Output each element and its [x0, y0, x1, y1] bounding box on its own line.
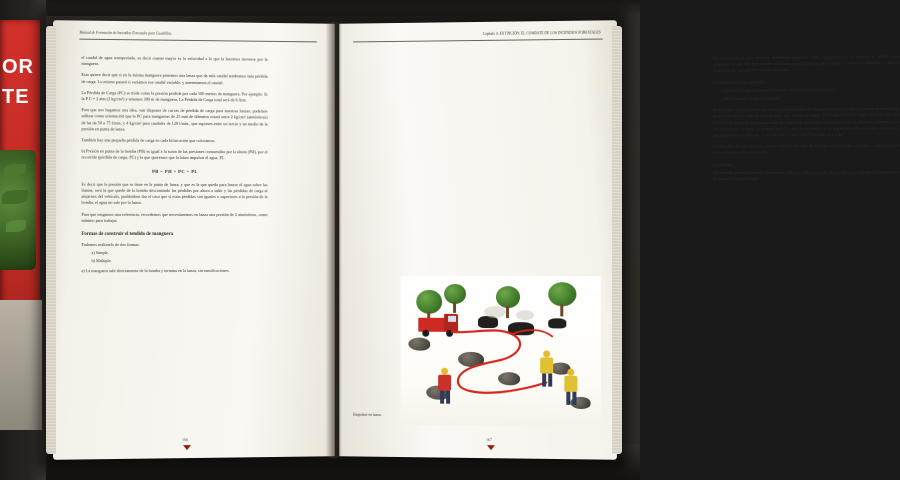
- hose-line-icon: [400, 276, 600, 428]
- paragraph: La ampliación se puede hacer:: [712, 78, 766, 85]
- right-page-folio: 167: [485, 437, 492, 443]
- open-book: [38, 8, 900, 472]
- paragraph: En el primer caso, tenemos que transportar los tramos de manguera hasta la punta de lanza y en el segundo es preciso mover todo el tendido para que avance la lanza. Pero tanto en uno como en otro, una vez acercado el tramo de manguera, antes de conectarlo al tendido es necesario que lo dejemos preparado para que al moverse la lanza, al avanzar por el frente del incendio, no se enganche en las piedras o matorrales, impidiendo su movimiento, y dificultando la labor del "Operador de Lanza".: [712, 106, 900, 138]
- paragraph: La elección de una forma u otra es función del tipo de terreno, combustible, cantidad y capacidad del personal para realizar el tendido.: [712, 142, 900, 156]
- left-green-foliage: [0, 150, 36, 270]
- options-list: [92, 250, 268, 264]
- paragraph: Del tendido principal pueden disponerse todas las ramificaciones necesarias para acelerar las operaciones de control y apagado final.: [712, 169, 900, 182]
- paragraph: También hay una pequeña pérdida de carga en cada bifurcación que colocamos.: [81, 137, 216, 144]
- book-left-page: [53, 20, 335, 460]
- right-page-edges: [612, 26, 622, 454]
- leaf-icon: [4, 164, 26, 176]
- left-red-book-text-1: OR: [2, 56, 34, 78]
- right-page-running-head: Capítulo 4. EXTINCIÓN: EL COMBATE DE LOS INCENDIOS FORESTALES: [482, 30, 601, 36]
- paragraph: Para que tengamos una referencia, recordemos que necesitaremos en lanza una presión de 2 atmósferas, como mínimo para trabajar.: [81, 211, 268, 223]
- right-page-head-rule: [353, 39, 603, 43]
- paragraph: Para que nos hagamos una idea, van disponer de curvas de pérdida de carga para nuestras lanzas, podemos utilizar como orientación que la PC para mangueras de 25 mm de diámetro estará entre 2 kg/cm² (atmósferas) de las de 50 a 75 l/min, y 4 kg/cm² para caudales de 120 l/min., que suponen entre un tercio y un medio de la presión en punta de lanza.: [81, 107, 268, 132]
- figure-caption: Empalme en lanza.: [353, 412, 382, 418]
- book-gutter: [326, 22, 342, 458]
- paragraph: el caudal de agua transportada, es decir cuanto mayor es la velocidad a la que la hacemos moverse por la manguera.: [81, 54, 268, 67]
- book-right-page: [339, 20, 900, 460]
- dash-item: – A partir del último tramo del tendido, el más próximo a la lanza.: [721, 86, 836, 93]
- dash-item: – En el primero, junto a la bomba.: [721, 95, 781, 102]
- formula: PB = PH + PC + PL: [152, 168, 198, 174]
- paragraph: La Pérdida de Carga (PC) se mide como la presión perdida por cada 100 metros de manguera. Por ejemplo: Si la P C = 2 atm (2 kg/cm²) y tenemos 300 m de manguera, La Pérdida de Carga total será de 6 Atm.: [81, 89, 268, 103]
- left-red-book-text-2: TE: [2, 86, 30, 108]
- paragraph: Esto quiere decir que si en la misma manguera ponemos una lanza que da más caudal tendremos más pérdida de carga. Lo mismo pasará si variamos ese caudal variable, y aumentamos el caudal.: [81, 72, 268, 85]
- left-page-head-rule: [79, 39, 317, 43]
- list-item: a) Simple.: [91, 250, 109, 256]
- left-page-running-head: Manual de Formación de Incendios Forestales para Cuadrillas: [79, 30, 172, 36]
- section-heading: Formas de construir el tendido de manguera: [81, 232, 174, 238]
- paragraph: Podemos realizarlo de dos formas:: [81, 242, 140, 248]
- left-page-edges: [46, 26, 56, 454]
- list-item-b: b) Presión en punta de la bomba (PB) es igual a la suma de las presiones consumidas por la altura (PH), por el recorrido (pérdida de carga, PC) y la que queremos que la lanza impulsar el agua, PL.: [81, 148, 268, 161]
- folio-marker-icon: [487, 445, 495, 450]
- paragraph: a) La manguera sale directamente de la bomba y termina en la lanza, sin ramificaciones.: [81, 267, 230, 274]
- left-page-body: [81, 55, 267, 280]
- list-item: b) Múltiple.: [91, 257, 112, 263]
- left-stacked-book: [0, 300, 42, 430]
- figure-illustration: [400, 276, 600, 428]
- leaf-icon: [6, 220, 26, 232]
- paragraph: Es decir que la presión que se tiene en la punta de lanza, y que es la que queda para lanzar el agua sobre las llamas, será la que quede de la bomba descontando las pérdidas por altura a subir y las pérdidas de carga al alejarnos del vehículo, pudiéndose dar el caso que si estas pérdidas son iguales o superiores a la presión de la bomba, el agua no sale por la lanza.: [81, 181, 268, 206]
- folio-marker-icon: [183, 445, 191, 450]
- right-page-body: [713, 54, 900, 188]
- left-page-folio: 166: [182, 437, 189, 443]
- option-b-label: b) Múltiple: [712, 161, 733, 167]
- leaf-icon: [2, 190, 28, 204]
- paragraph: Su instalación es muy sencilla. Solamente podemos tener complicaciones al ampliar el tendido para progresar, ya que hay que incorporar tramos nuevos, para lo que hay que: o cortar el suministro o realizar la ampliación con presión en punta de lanza.: [712, 53, 900, 74]
